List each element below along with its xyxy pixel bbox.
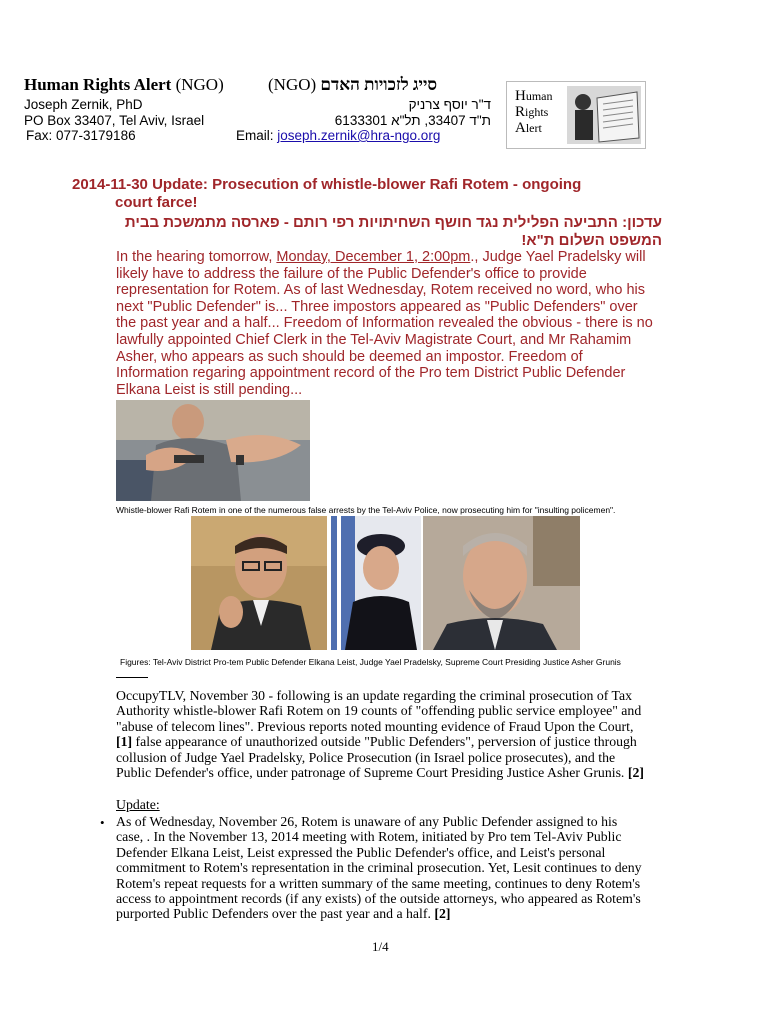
photo-rafi-rotem xyxy=(116,400,310,501)
update-title-line2: court farce! xyxy=(115,194,198,211)
logo-image xyxy=(567,86,641,144)
body-paragraph xyxy=(116,688,646,780)
org-ngo-tag: (NGO) xyxy=(175,75,224,94)
contact-fax: Fax: 077-3179186 xyxy=(26,128,136,143)
ref-2: [2] xyxy=(627,765,644,781)
bullet-marker: • xyxy=(100,815,105,830)
logo-line: Human xyxy=(515,88,553,104)
bullet-text: As of Wednesday, November 26, Rotem is unaware of any Public Defender assigned to his case, . In the November 13, 2014 meeting with Rotem, initiated by Pro tem Tel-Aviv Public Defender Elkana Leist, Leist expressed the Public Defender's office, and Leist's personal commitment to Rotem's representation in the criminal prosecution. Yet, Lesit continues to deny Rotem's repeat requests for a written summary of the same meeting, continues to deny Rotem's access to appointment records (if any exists) of the outside attorneys, who appeared as Rotem's purported Public Defenders over the past year and a half. xyxy=(116,814,642,922)
update-title-line1: 2014-11-30 Update: Prosecution of whistle-blower Rafi Rotem - ongoing xyxy=(72,176,582,193)
bullet-ref: [2] xyxy=(434,906,451,922)
org-name: Human Rights Alert xyxy=(24,75,172,94)
update-heading: Update: xyxy=(116,797,160,812)
org-name-he: סייג לזכויות האדם xyxy=(320,75,438,94)
org-title-en xyxy=(24,75,224,95)
bullet-item xyxy=(116,814,646,922)
org-ngo-tag-he: (NGO) xyxy=(268,75,317,94)
contact-email xyxy=(236,128,440,144)
contact-address-he: ת"ד 33407, תל"א 6133301 xyxy=(334,113,491,128)
update-body xyxy=(116,249,656,398)
caption-figures: Figures: Tel-Aviv District Pro-tem Public Defender Elkana Leist, Judge Yael Pradelsky, Supreme Court Presiding Justice Asher Grunis xyxy=(120,657,621,667)
page-number: 1/4 xyxy=(372,939,389,954)
photo-elkana-leist xyxy=(191,516,327,650)
contact-address: PO Box 33407, Tel Aviv, Israel xyxy=(24,113,205,128)
caption-main-photo: Whistle-blower Rafi Rotem in one of the numerous false arrests by the Tel-Aviv Police, now prosecuting him for "insulting policemen". xyxy=(116,505,616,515)
update-body-pre: In the hearing tomorrow, xyxy=(116,249,277,265)
contact-name-he: ד"ר יוסף צרניק xyxy=(408,97,491,112)
contact-name: Joseph Zernik, PhD xyxy=(24,97,143,112)
ref-1: [1] xyxy=(116,734,133,750)
hearing-date: Monday, December 1, 2:00pm xyxy=(276,249,471,265)
logo xyxy=(506,81,646,149)
photo-yael-pradelsky xyxy=(331,516,421,650)
separator xyxy=(116,677,148,678)
logo-text xyxy=(515,88,553,136)
body-text-a: OccupyTLV, November 30 - following is an update regarding the criminal prosecution of Tax Authority whistle-blower Rafi Rotem on 19 counts of "offending public service employee" and "abuse of telecom lines". Previous reports noted mounting evidence of Fraud Upon the Court, xyxy=(116,688,642,734)
logo-line: Alert xyxy=(515,120,542,136)
update-title xyxy=(72,176,662,212)
photo-asher-grunis xyxy=(423,516,580,650)
org-title-he xyxy=(268,75,437,95)
body-text-b: false appearance of unauthorized outside "Public Defenders", perversion of justice through collusion of Judge Yael Pradelsky, Police Prosecution (in Israel police prosecutes), and the Public Defender's office, under patronage of Supreme Court Presiding Justice Asher Grunis. xyxy=(116,734,637,781)
update-title-he: עדכון: התביעה הפלילית נגד חושף השחיתויות רפי רותם - פארסה מתמשכת בבית המשפט השלום ת"א! xyxy=(124,214,662,249)
email-link[interactable]: joseph.zernik@hra-ngo.org xyxy=(277,128,441,143)
update-body-post: ., Judge Yael Pradelsky will likely have to address the failure of the Public Defender's office to provide representation for Rotem. As of last Wednesday, Rotem received no word, who his next "Public Defender" is... Three impostors appeared as "Public Defenders" over the past year and a half... Freedom of Information revealed the obvious - there is no lawfully appointed Chief Clerk in the Tel-Aviv Magistrate Court, and Mr Rahamim Asher, who appears as such should be deemed an impostor. Freedom of Information regaring appointment record of the Pro tem District Public Defender Elkana Leist is still pending... xyxy=(116,249,653,398)
email-label: Email: xyxy=(236,128,274,143)
logo-line: Rights xyxy=(515,104,549,120)
